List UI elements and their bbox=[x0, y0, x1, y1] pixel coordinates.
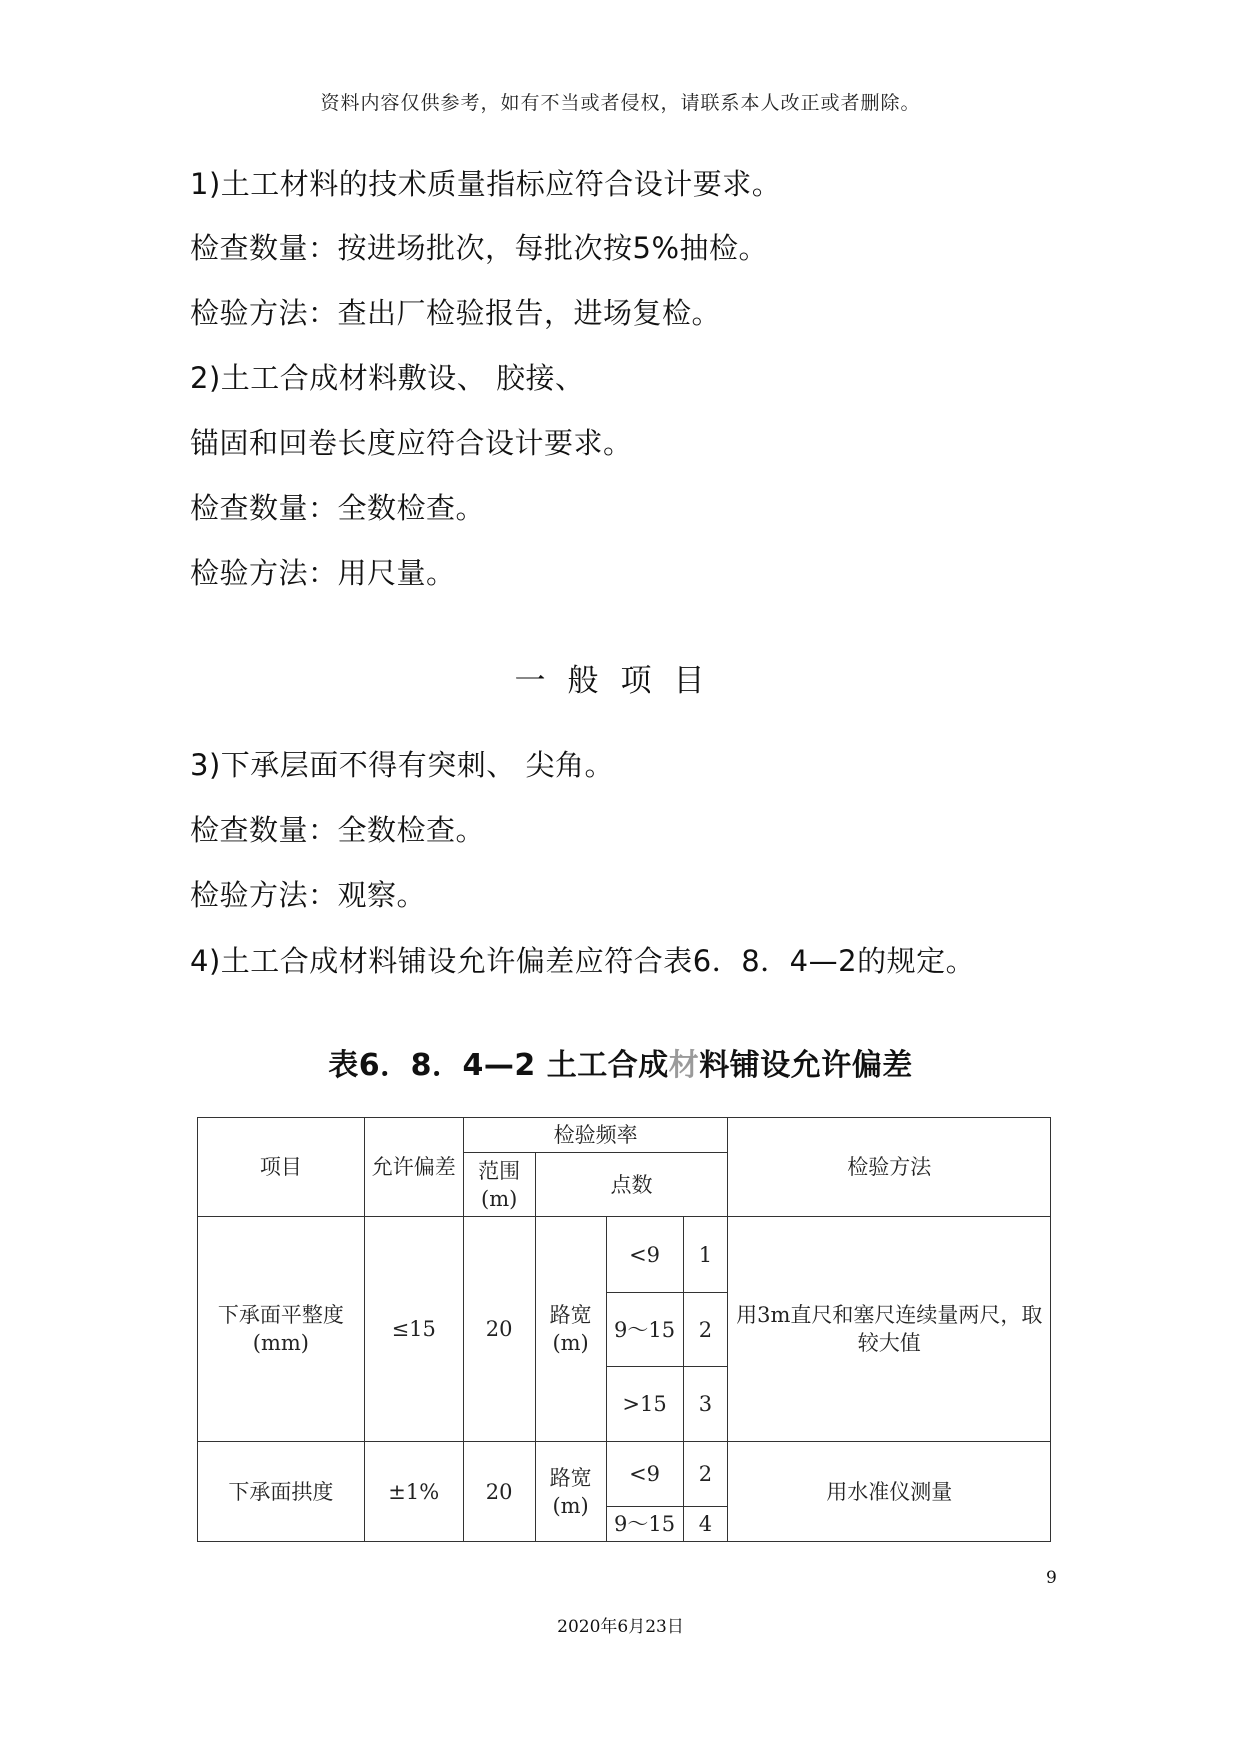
row1-tolerance: ≤15 bbox=[364, 1217, 463, 1442]
row2-road-width: 路宽(m) bbox=[535, 1442, 606, 1542]
header-points: 点数 bbox=[535, 1153, 728, 1217]
paragraph-2: 检查数量：按进场批次，每批次按5%抽检。 bbox=[190, 231, 769, 265]
paragraph-3: 检验方法：查出厂检验报告，进场复检。 bbox=[190, 296, 722, 330]
row2-width-1: <9 bbox=[606, 1442, 683, 1507]
paragraph-8: 3)下承层面不得有突刺、 尖角。 bbox=[190, 748, 614, 782]
table-row bbox=[198, 1442, 1051, 1507]
row2-range: 20 bbox=[463, 1442, 535, 1542]
table-title-start: 表6．8．4—2 土工合成 bbox=[328, 1048, 669, 1083]
row2-width-2: 9～15 bbox=[606, 1507, 683, 1542]
paragraph-6: 检查数量：全数检查。 bbox=[190, 491, 486, 525]
row1-width-3: >15 bbox=[606, 1367, 683, 1442]
table-row bbox=[198, 1217, 1051, 1293]
row2-points-2: 4 bbox=[683, 1507, 728, 1542]
row1-points-3: 3 bbox=[683, 1367, 728, 1442]
row2-item: 下承面拱度 bbox=[198, 1442, 365, 1542]
paragraph-11: 4)土工合成材料铺设允许偏差应符合表6．8．4—2的规定。 bbox=[190, 944, 976, 978]
header-frequency: 检验频率 bbox=[463, 1118, 728, 1153]
paragraph-7: 检验方法：用尺量。 bbox=[190, 556, 456, 590]
paragraph-4: 2)土工合成材料敷设、 胶接、 bbox=[190, 361, 585, 395]
row2-points-1: 2 bbox=[683, 1442, 728, 1507]
paragraph-9: 检查数量：全数检查。 bbox=[190, 813, 486, 847]
row1-method: 用3m直尺和塞尺连续量两尺，取较大值 bbox=[728, 1217, 1051, 1442]
paragraph-10: 检验方法：观察。 bbox=[190, 878, 427, 912]
row1-road-width: 路宽(m) bbox=[535, 1217, 606, 1442]
row1-points-2: 2 bbox=[683, 1293, 728, 1367]
footer-date: 2020年6月23日 bbox=[557, 1617, 684, 1637]
section-title: 一般项目 bbox=[514, 663, 727, 699]
row1-range: 20 bbox=[463, 1217, 535, 1442]
tolerance-table bbox=[197, 1117, 1051, 1542]
row1-item: 下承面平整度(mm) bbox=[198, 1217, 365, 1442]
table-header-row-1 bbox=[198, 1118, 1051, 1153]
table-title bbox=[0, 1040, 1241, 1084]
header-method: 检验方法 bbox=[728, 1118, 1051, 1217]
row2-tolerance: ±1% bbox=[364, 1442, 463, 1542]
header-item: 项目 bbox=[198, 1118, 365, 1217]
header-range: 范围(m) bbox=[463, 1153, 535, 1217]
row1-width-2: 9～15 bbox=[606, 1293, 683, 1367]
paragraph-5: 锚固和回卷长度应符合设计要求。 bbox=[190, 426, 633, 460]
table-title-end: 料铺设允许偏差 bbox=[699, 1048, 913, 1083]
row1-width-1: <9 bbox=[606, 1217, 683, 1293]
row1-points-1: 1 bbox=[683, 1217, 728, 1293]
page-number: 9 bbox=[1046, 1568, 1057, 1588]
paragraph-1: 1)土工材料的技术质量指标应符合设计要求。 bbox=[190, 167, 782, 201]
table-title-faded-char: 材 bbox=[668, 1048, 700, 1083]
disclaimer-header: 资料内容仅供参考，如有不当或者侵权，请联系本人改正或者删除。 bbox=[320, 92, 921, 114]
header-tolerance: 允许偏差 bbox=[364, 1118, 463, 1217]
row2-method: 用水准仪测量 bbox=[728, 1442, 1051, 1542]
